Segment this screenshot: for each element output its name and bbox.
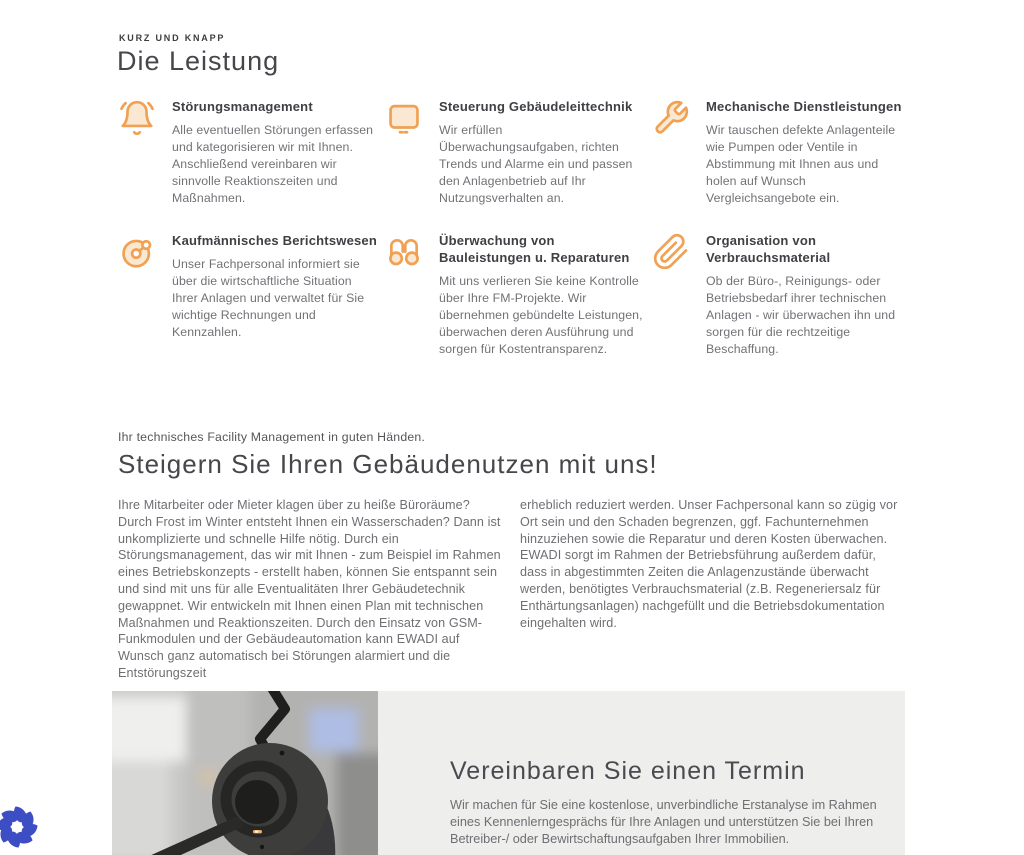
benefit-section [118,430,908,682]
accessibility-widget-button[interactable] [0,801,43,853]
benefit-column-right: erheblich reduziert werden. Unser Fachpersonal kann so zügig vor Ort sein und den Schaden begrenzen, ggf. Fachunternehmen hinzuziehen sowie die Reparatur und deren Kosten überwachen. EWADI sorgt im Rahmen der Betriebsführung außerdem dafür, dass in abgestimmten Zeiten die Anlagenzustände überwacht werden, benötigtes Verbrauchsmaterial (z.B. Regeneriersalz für Enthärtungsanlagen) nachgefüllt und die Betriebsdokumentation eingehalten wird. [520,498,898,630]
service-title: Organisation von Verbrauchsmaterial [706,233,831,266]
service-item-berichtswesen [118,233,385,357]
wrench-icon [652,99,690,137]
cta-section [112,691,905,855]
service-title: Überwachung von Bauleistungen u. Reparaturen [439,233,630,266]
cta-panel [378,691,905,855]
monitor-icon [385,99,423,137]
service-text: Wir erfüllen Überwachungsaufgaben, richten Trends und Alarme ein und passen den Anlagenbetrieb auf Ihr Nutzungsverhalten an. [439,122,633,205]
benefit-title: Steigern Sie Ihren Gebäudenutzen mit uns! [118,449,658,479]
service-item-verbrauchsmaterial [652,233,913,357]
service-title: Mechanische Dienstleistungen [706,99,902,114]
service-text: Alle eventuellen Störungen erfassen und kategorisieren wir mit Ihnen. Anschließend vereinbaren wir sinnvolle Reaktionszeiten und Maßnahmen. [172,122,374,205]
cta-text: Wir machen für Sie eine kostenlose, unverbindliche Erstanalyse im Rahmen eines Kennenlerngesprächs für Ihre Anlagen und unterstützen Sie bei Ihren Betreiber-/ oder Bewirtschaftungsaufgaben Ihrer Immobilien. [450,798,877,846]
service-text: Mit uns verlieren Sie keine Kontrolle über Ihre FM-Projekte. Wir übernehmen gebündelte Leistungen, überwachen deren Ausführung und sorgen für Kostentransparenz. [439,274,643,356]
pinwheel-icon [0,801,43,853]
bell-icon [118,99,156,137]
service-item-mechanische-dienstleistungen [652,99,913,206]
service-text: Wir tauschen defekte Anlagenteile wie Pumpen oder Ventile in Abstimmung mit Ihnen aus und holen auf Wunsch Vergleichsangebote ein. [706,122,896,205]
service-item-gebaeudeleittechnik [385,99,652,206]
service-title: Störungsmanagement [172,99,313,114]
section-kicker: KURZ UND KNAPP [119,33,226,43]
benefit-kicker: Ihr technisches Facility Management in guten Händen. [118,430,426,444]
headset-photo [112,691,378,855]
service-text: Ob der Büro-, Reinigungs- oder Betriebsbedarf ihrer technischen Anlagen - wir überwachen ihn und sorgen für die rechtzeitige Beschaffung. [706,274,896,356]
service-item-ueberwachung-bauleistungen [385,233,652,357]
page-title: Die Leistung [117,46,280,76]
report-disc-icon [118,233,156,271]
benefit-columns [118,497,908,682]
service-title: Steuerung Gebäudeleittechnik [439,99,633,114]
paperclip-icon [652,233,690,271]
cta-title: Vereinbaren Sie einen Termin [450,757,806,785]
binoculars-icon [385,233,423,271]
benefit-column-left: Ihre Mitarbeiter oder Mieter klagen über zu heiße Büroräume? Durch Frost im Winter entsteht Ihnen ein Wasserschaden? Dann ist unkomplizierte und schnelle Hilfe nötig. Durch ein Störungsmanagement, das wir mit Ihnen - zum Beispiel im Rahmen eines Betriebskonzepts - erstellt haben, können Sie entspannt sein und sind mit uns für alle Eventualitäten Ihrer Gebäudetechnik gewappnet. Wir entwickeln mit Ihnen einen Plan mit technischen Maßnahmen und Reaktionszeiten. Durch den Einsatz von GSM-Funkmodulen und der Gebäudeautomation kann EWADI auf Wunsch ganz automatisch bei Störungen alarmiert und die Entstörungszeit [118,498,501,680]
service-title: Kaufmännisches Berichtswesen [172,233,378,249]
service-text: Unser Fachpersonal informiert sie über die wirtschaftliche Situation Ihrer Anlagen und verwaltet für Sie wichtige Rechnungen und Kennzahlen. [172,257,365,339]
services-grid [118,99,913,358]
service-item-stoerungsmanagement [118,99,385,206]
